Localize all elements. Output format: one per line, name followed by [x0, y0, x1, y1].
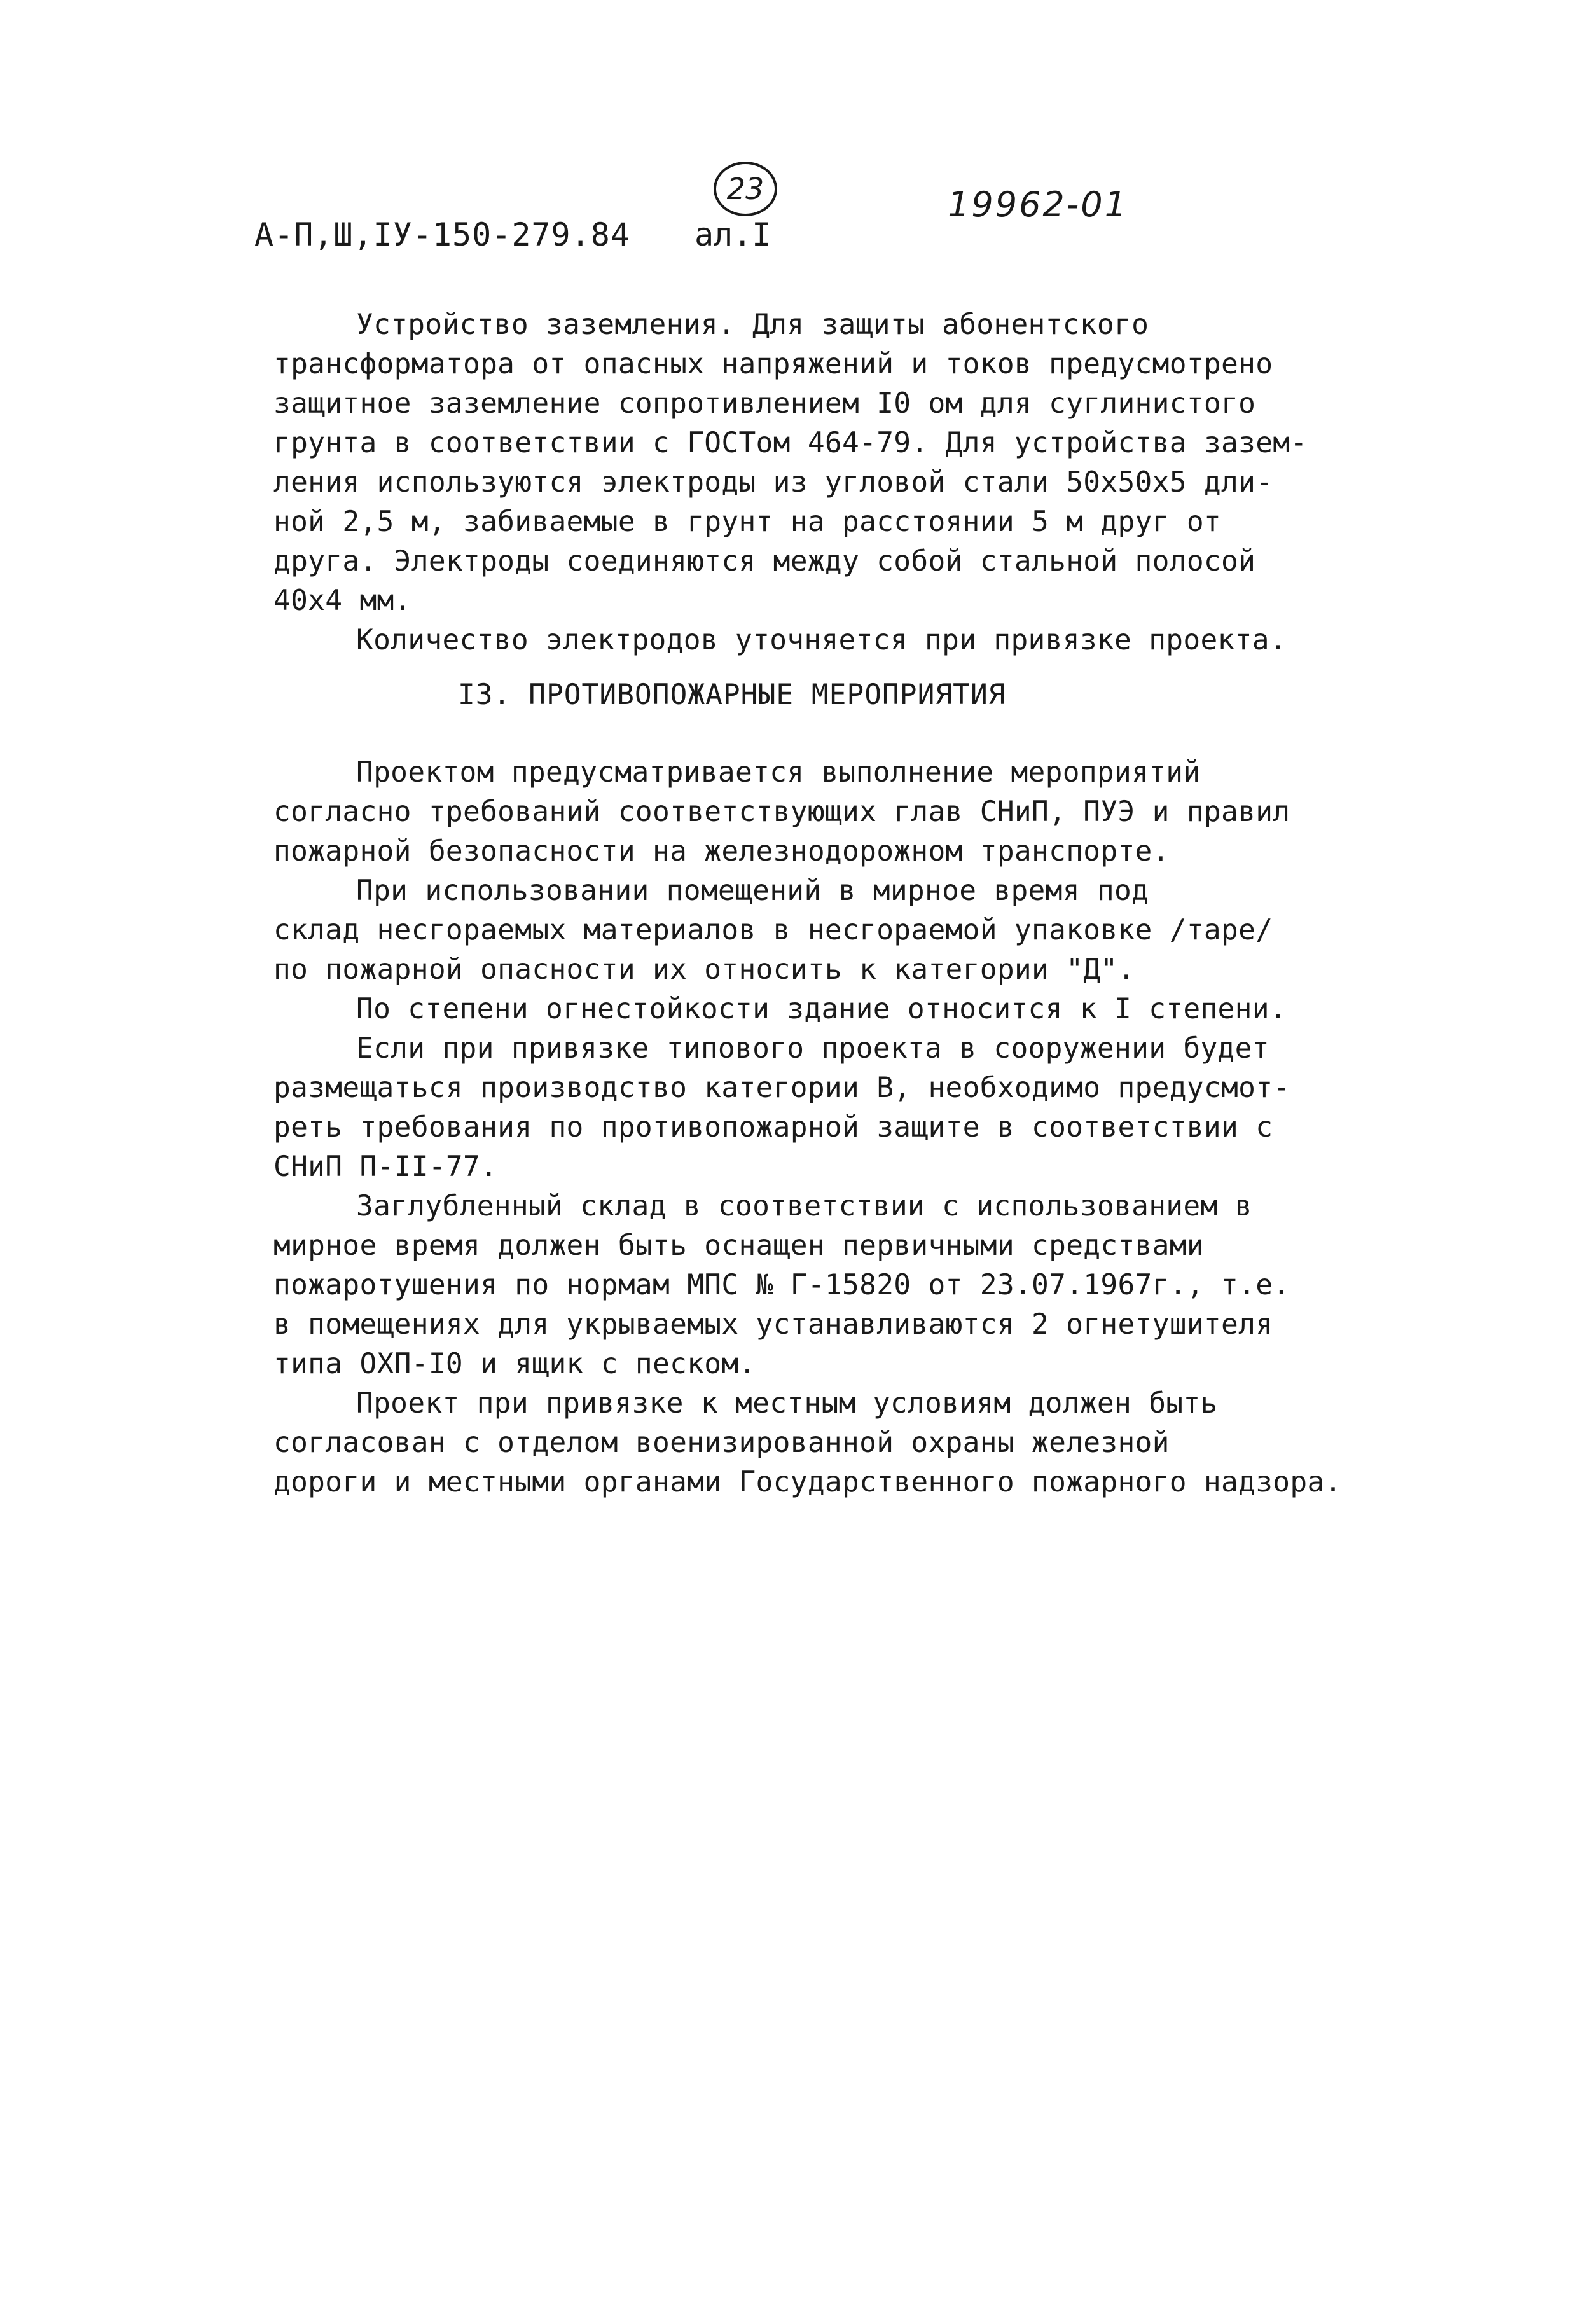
grounding-section [273, 305, 1323, 660]
section-heading: I3. ПРОТИВОПОЖАРНЫЕ МЕРОПРИЯТИЯ [458, 679, 1006, 711]
text-line: Проектом предусматривается выполнение мероприятий [356, 756, 1201, 789]
text-line: по пожарной опасности их относить к категории "Д". [273, 953, 1135, 986]
document-body [273, 305, 1342, 1502]
fire-paragraph-2 [273, 871, 1323, 990]
text-line: грунта в соответствии с ГОСТом 464-79. Для устройства зазем- [273, 427, 1308, 459]
text-line: Проект при привязке к местным условиям должен быть [356, 1387, 1218, 1420]
text-line: склад несгораемых материалов в несгораемой упаковке /таре/ [273, 914, 1273, 946]
text-line: согласован с отделом военизированной охраны железной [273, 1427, 1170, 1459]
fire-paragraph-3 [273, 990, 1323, 1029]
text-line: типа ОХП-I0 и ящик с песком. [273, 1348, 756, 1380]
text-line: пожаротушения по нормам МПС № Г-15820 от 23.07.1967г., т.е. [273, 1269, 1290, 1301]
handwritten-document-number: 19962-01 [948, 184, 1128, 225]
text-line: 40х4 мм. [273, 584, 411, 617]
text-line: При использовании помещений в мирное время под [356, 875, 1149, 907]
fire-paragraph-6 [273, 1384, 1342, 1502]
sheet-label: ал.I [695, 216, 771, 253]
fire-paragraph-1 [273, 753, 1323, 871]
text-line: ной 2,5 м, забиваемые в грунт на расстоянии 5 м друг от [273, 506, 1222, 538]
text-line: защитное заземление сопротивлением I0 ом для суглинистого [273, 387, 1256, 420]
electrodes-note: Количество электродов уточняется при привязке проекта. [356, 624, 1287, 656]
text-line: Заглубленный склад в соответствии с использованием в [356, 1190, 1252, 1222]
text-line: пожарной безопасности на железнодорожном транспорте. [273, 835, 1170, 868]
text-line: в помещениях для укрываемых устанавливаются 2 огнетушителя [273, 1308, 1273, 1341]
document-code: А-П,Ш,IУ-150-279.84 [254, 216, 630, 253]
text-line: реть требования по противопожарной защите в соответствии с [273, 1111, 1273, 1144]
text-line: мирное время должен быть оснащен первичными средствами [273, 1229, 1204, 1262]
text-line: СНиП П-II-77. [273, 1151, 498, 1183]
page-number-stamp: 23 [714, 162, 777, 216]
text-line: ления используются электроды из угловой стали 50х50х5 дли- [273, 466, 1273, 499]
fire-paragraph-5 [273, 1187, 1323, 1384]
text-line: размещаться производство категории В, необходимо предусмот- [273, 1072, 1290, 1104]
text-line: согласно требований соответствующих глав СНиП, ПУЭ и правил [273, 796, 1290, 828]
text-line: Устройство заземления. Для защиты абонентского [356, 308, 1149, 341]
text-line: По степени огнестойкости здание относится к I степени. [356, 993, 1287, 1025]
text-line: трансформатора от опасных напряжений и токов предусмотрено [273, 348, 1273, 380]
text-line: Если при привязке типового проекта в сооружении будет [356, 1032, 1269, 1065]
text-line: друга. Электроды соединяются между собой стальной полосой [273, 545, 1256, 578]
text-line: дороги и местными органами Государственного пожарного надзора. [273, 1466, 1342, 1498]
fire-paragraph-4 [273, 1029, 1323, 1187]
